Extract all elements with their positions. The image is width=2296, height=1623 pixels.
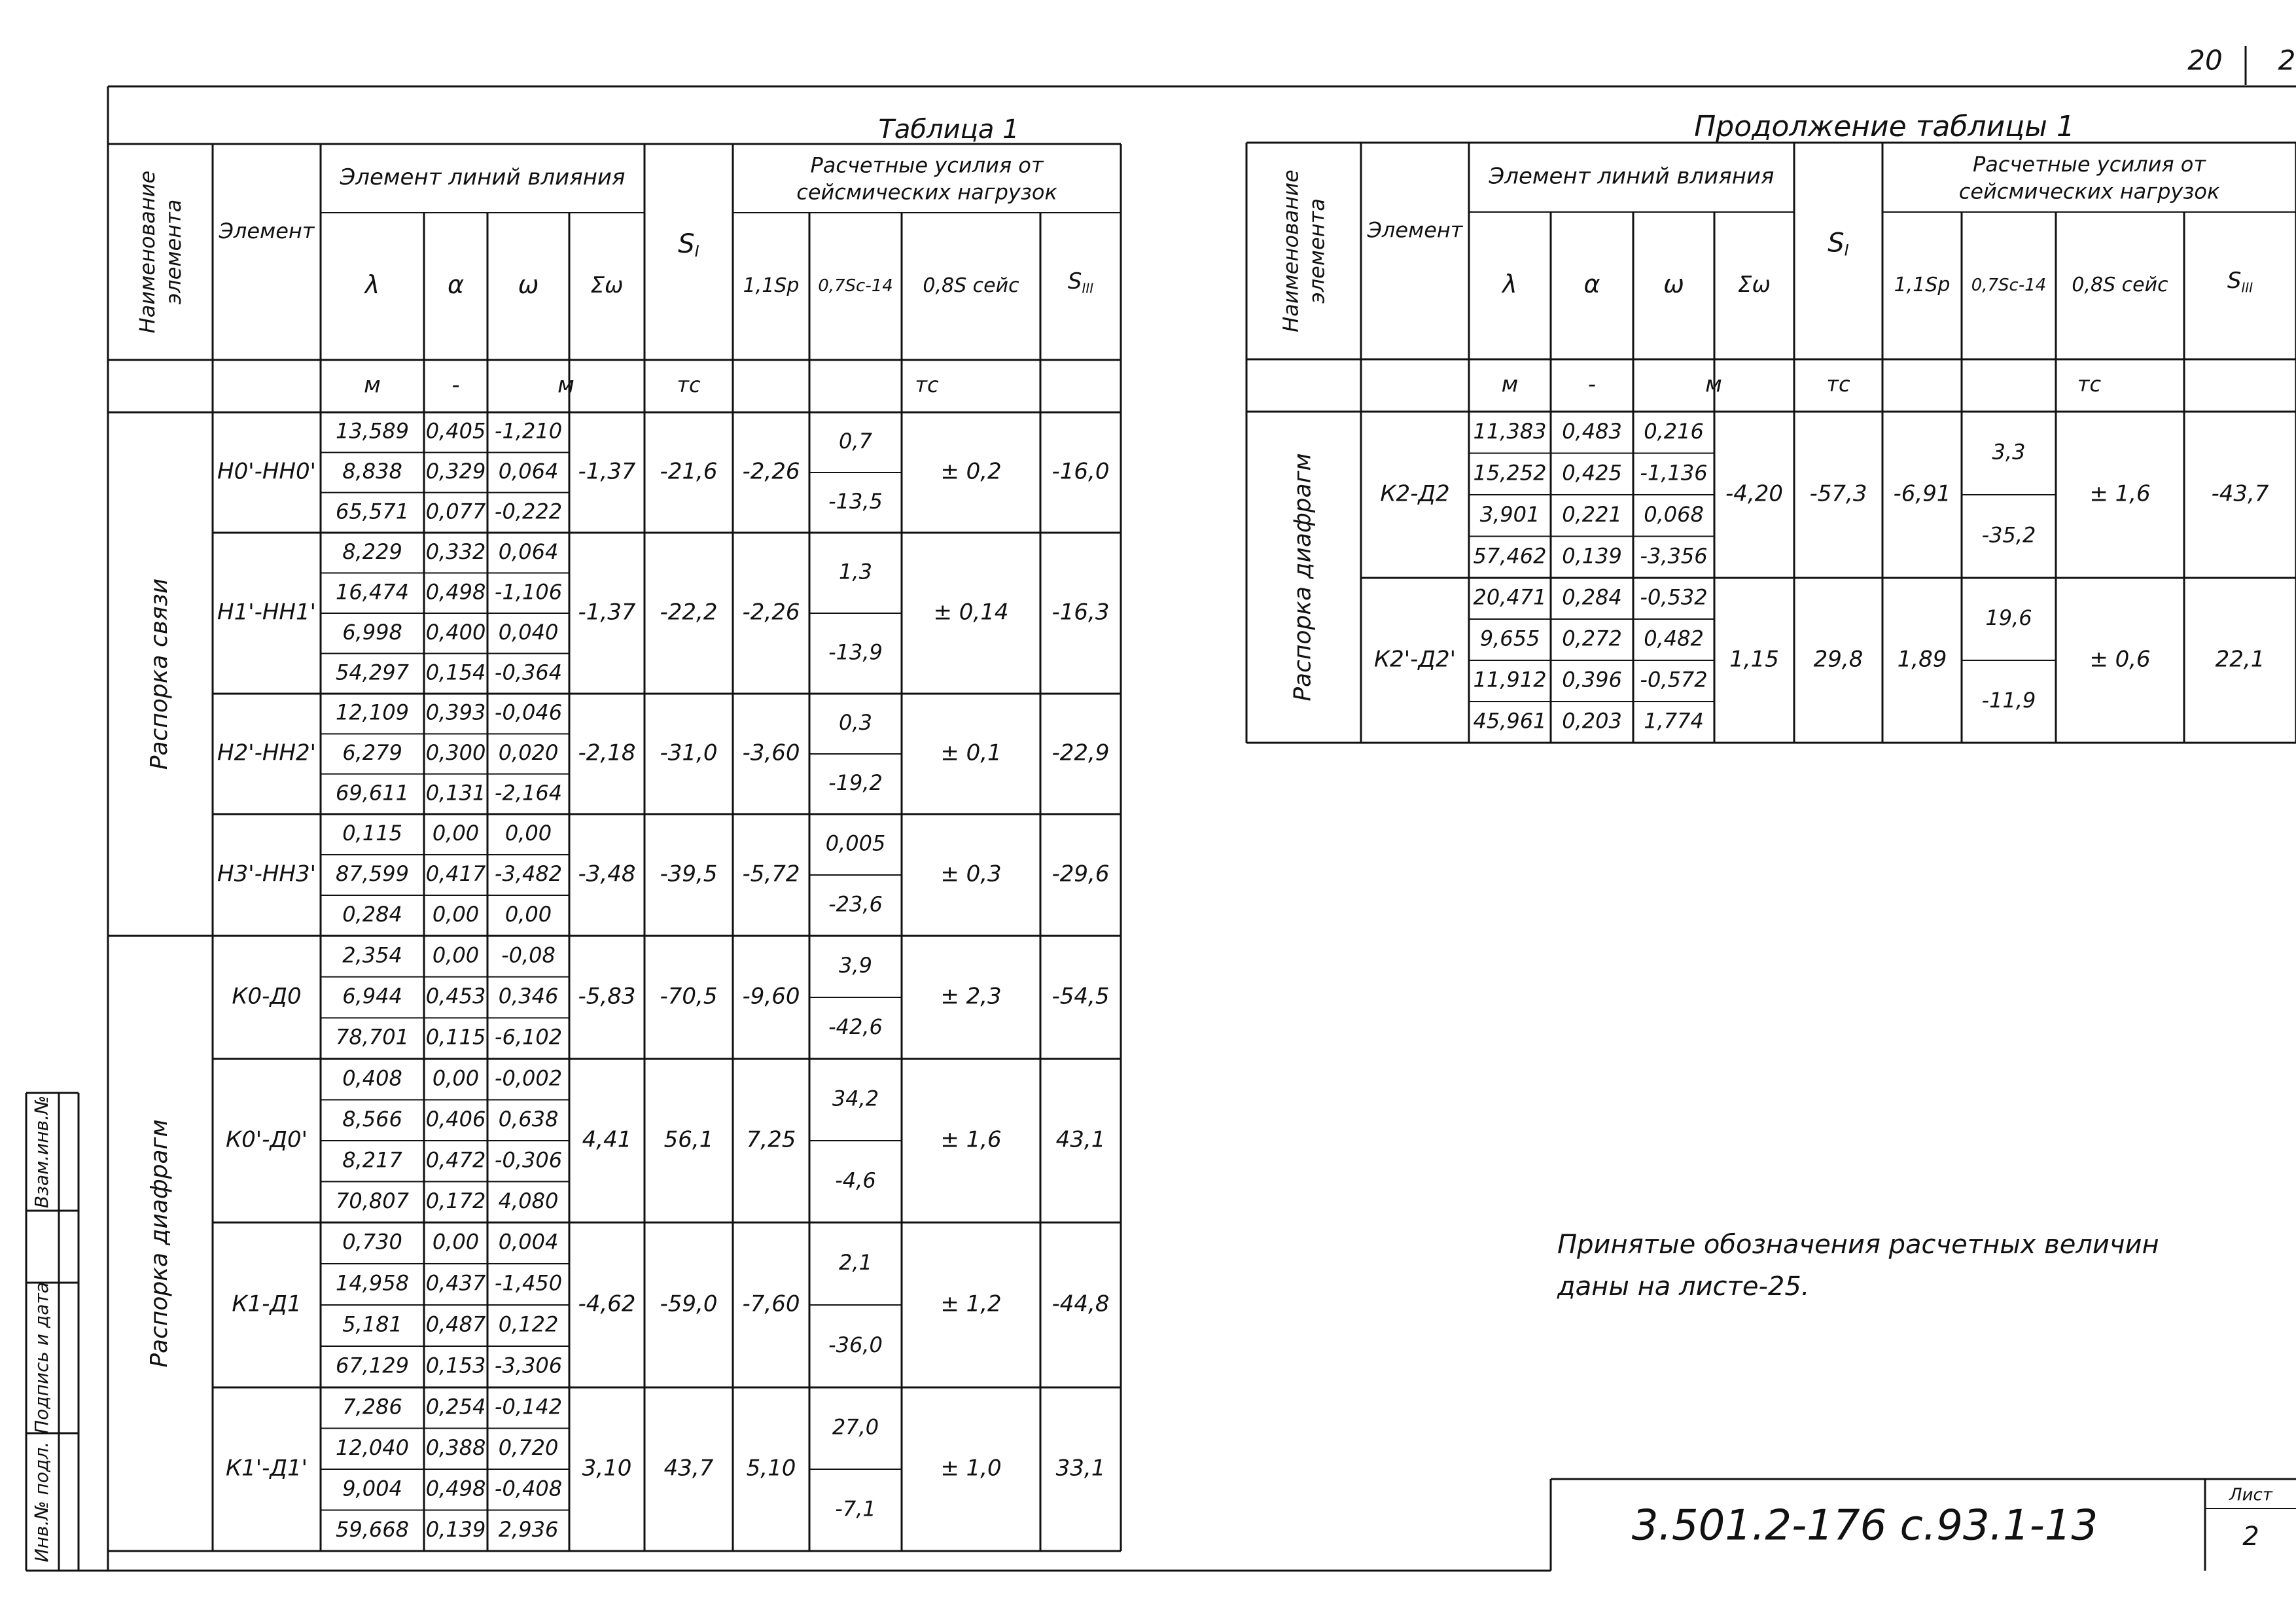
alpha-value: 0,425 [1562,460,1622,486]
note-line-1: Принятые обозначения расчетных величин [1557,1230,2159,1260]
s1-header: $S_I$ [1828,228,1849,260]
seismic-header: сейсмических нагрузок [1958,179,2220,204]
s1-value: 29,8 [1813,646,1863,673]
sc-bottom-value: -36,0 [828,1332,883,1357]
sc-header: 0,7Sc-14 [818,276,893,296]
sp-value: -2,26 [742,458,800,485]
alpha-value: 0,437 [425,1270,486,1296]
omega-value: -3,356 [1640,543,1708,569]
omega-header: ω [1663,270,1684,298]
s3-value: -16,0 [1051,458,1110,485]
lambda-value: 8,566 [342,1106,402,1132]
lambda-value: 16,474 [336,579,409,605]
alpha-value: 0,131 [425,780,486,806]
sc-top-value: 3,3 [1992,439,2026,465]
lambda-value: 6,998 [342,619,402,645]
element-label: Н2'-НН2' [217,740,316,766]
s1-value: -70,5 [660,983,718,1010]
lambda-value: 0,730 [342,1229,402,1255]
influence-header: Элемент линий влияния [340,164,626,190]
alpha-value: 0,393 [425,700,486,725]
sc-top-value: 3,9 [839,953,872,978]
unit-tc: тс [2077,372,2102,397]
s3-value: -43,7 [2211,480,2269,507]
sc-bottom-value: -4,6 [835,1168,876,1193]
s1-value: -22,2 [660,599,718,626]
stamp-field: Инв.№ подл. [31,1441,52,1563]
sum-omega-header: Σω [590,272,624,298]
alpha-value: 0,332 [425,539,486,564]
seis-value: ± 1,0 [940,1455,1002,1482]
alpha-value: 0,498 [425,579,486,605]
alpha-value: 0,329 [425,459,486,484]
lambda-value: 5,181 [342,1311,402,1337]
s3-value: 22,1 [2215,646,2265,673]
lambda-value: 12,109 [336,700,409,725]
sp-value: 1,89 [1897,646,1947,673]
sc-top-value: 27,0 [832,1414,879,1440]
omega-value: 0,068 [1644,501,1704,527]
alpha-value: 0,417 [425,861,486,886]
omega-value: 0,216 [1644,418,1704,444]
lambda-value: 69,611 [336,780,409,806]
lambda-value: 13,589 [336,418,409,444]
omega-value: 0,064 [498,459,559,484]
lambda-value: 9,655 [1479,626,1540,651]
seis-value: ± 0,1 [940,740,1002,766]
sc-top-value: 0,3 [839,710,872,735]
omega-value: 0,040 [498,619,559,645]
unit-m: м [1501,371,1519,398]
element-label: Н1'-НН1' [217,599,316,626]
sum-omega-value: -4,20 [1725,480,1783,507]
alpha-value: 0,400 [425,619,486,645]
seis-value: ± 1,6 [2089,480,2151,507]
sum-omega-value: -1,37 [578,458,636,485]
omega-value: 1,774 [1644,708,1704,734]
alpha-value: 0,284 [1562,584,1622,610]
sc-bottom-value: -19,2 [828,770,883,795]
stamp-field: Взам.инв.№ [31,1095,52,1209]
lambda-value: 8,229 [342,539,402,564]
group-label: Распорка диафрагм [146,1119,173,1368]
seis-value: ± 2,3 [940,983,1002,1010]
seis-value: ± 0,3 [940,861,1002,887]
sum-omega-value: -5,83 [578,983,636,1010]
unit-dash: - [1587,371,1597,398]
sp-value: -3,60 [742,740,800,766]
omega-value: -3,306 [494,1353,563,1378]
lambda-value: 3,901 [1479,501,1540,527]
column-name-header: Наименование [135,170,160,334]
lambda-value: 11,912 [1473,667,1547,692]
lambda-value: 14,958 [336,1270,409,1296]
column-name-header: элемента [1304,198,1330,304]
sp-value: 5,10 [746,1455,796,1482]
omega-value: 0,00 [504,902,552,927]
sc-bottom-value: -35,2 [1981,522,2036,548]
lambda-value: 20,471 [1473,584,1547,610]
s1-header: $S_I$ [678,229,699,260]
column-element-header: Элемент [219,219,315,243]
lambda-value: 8,838 [342,459,402,484]
lambda-value: 67,129 [336,1353,409,1378]
omega-value: -3,482 [494,861,563,886]
s3-value: 33,1 [1055,1455,1106,1482]
alpha-header: α [447,270,465,299]
omega-value: -0,572 [1640,667,1708,692]
seismic-header: Расчетные усилия от [810,152,1044,178]
sp-value: -2,26 [742,599,800,626]
seis-value: ± 1,6 [940,1126,1002,1153]
omega-value: -0,222 [494,499,563,524]
alpha-value: 0,139 [425,1516,486,1542]
sp-value: -9,60 [742,983,800,1010]
table1-caption: Таблица 1 [878,115,1019,145]
unit-m: м [364,372,381,399]
seismic-header: сейсмических нагрузок [796,179,1057,205]
lambda-value: 15,252 [1473,460,1547,486]
sum-omega-header: Σω [1738,272,1771,298]
omega-value: -1,136 [1640,460,1708,486]
s3-header: $S_{III}$ [1067,268,1094,296]
alpha-value: 0,483 [1562,418,1622,444]
lambda-value: 65,571 [336,499,409,524]
unit-dash: - [451,372,460,399]
lambda-value: 0,408 [342,1065,402,1091]
element-label: Н0'-НН0' [217,458,316,485]
omega-value: 0,00 [504,821,552,846]
omega-value: -1,210 [494,418,563,444]
alpha-value: 0,203 [1562,708,1622,734]
omega-value: 0,638 [498,1106,559,1132]
s3-value: -22,9 [1051,740,1110,766]
sp-value: -7,60 [742,1291,800,1317]
column-name-header: Наименование [1278,169,1303,332]
seis-header: 0,8S сейс [2072,274,2168,296]
sheet-label: Лист [2229,1485,2272,1505]
unit-tc: тс [915,372,939,397]
group-label: Распорка связи [146,578,173,770]
unit-tc: тс [677,372,701,397]
s3-value: -44,8 [1051,1291,1110,1317]
omega-value: -0,046 [494,700,563,725]
sc-top-value: 2,1 [839,1250,872,1275]
s1-value: -31,0 [660,740,718,766]
sc-top-value: 1,3 [839,559,872,584]
omega-value: -0,532 [1640,584,1708,610]
alpha-value: 0,272 [1562,626,1622,651]
sp-value: -6,91 [1893,480,1951,507]
page-number-right: 2 [2278,44,2296,77]
unit-tc: тс [1826,372,1850,397]
s3-value: -54,5 [1051,983,1110,1010]
omega-value: 0,482 [1644,626,1704,651]
sum-omega-value: -4,62 [578,1291,636,1317]
omega-value: -1,106 [494,579,563,605]
alpha-value: 0,396 [1562,667,1622,692]
omega-value: 0,720 [498,1435,559,1460]
lambda-value: 11,383 [1473,418,1547,444]
sc-bottom-value: -13,9 [828,639,883,665]
sum-omega-value: -2,18 [578,740,636,766]
column-name-header: элемента [161,199,186,305]
sp-header: 1,1Sp [1894,274,1951,296]
omega-value: -1,450 [494,1270,563,1296]
stamp-field: Подпись и дата [31,1282,52,1434]
sp-value: 7,25 [746,1126,796,1153]
lambda-value: 6,944 [342,984,402,1008]
lambda-header: λ [364,270,380,299]
lambda-value: 6,279 [342,740,402,765]
lambda-value: 45,961 [1473,708,1547,734]
sc-top-value: 19,6 [1985,605,2032,630]
sum-omega-value: 1,15 [1729,646,1779,673]
omega-value: 0,004 [498,1229,559,1255]
s1-value: -39,5 [660,861,718,887]
element-label: К2'-Д2' [1374,646,1456,673]
seis-header: 0,8S сейс [923,274,1019,297]
alpha-value: 0,405 [425,418,486,444]
sum-omega-value: 4,41 [582,1126,632,1153]
sc-bottom-value: -7,1 [835,1496,876,1522]
sum-omega-value: 3,10 [582,1455,632,1482]
sc-bottom-value: -23,6 [828,891,883,917]
element-label: К1-Д1 [232,1291,302,1317]
unit-m: м [557,372,574,399]
s3-value: -16,3 [1051,599,1110,626]
omega-value: -0,364 [494,660,563,685]
lambda-value: 87,599 [336,861,409,886]
element-label: К1'-Д1' [226,1455,308,1482]
omega-value: -0,002 [494,1065,563,1091]
s3-value: -29,6 [1051,861,1110,887]
omega-value: 2,936 [498,1516,559,1542]
alpha-value: 0,453 [425,984,486,1008]
sc-bottom-value: -42,6 [828,1014,883,1039]
alpha-value: 0,00 [432,942,480,968]
table2-caption: Продолжение таблицы 1 [1694,110,2075,143]
lambda-value: 78,701 [336,1024,409,1050]
sum-omega-value: -1,37 [578,599,636,626]
omega-value: 0,346 [498,984,559,1008]
lambda-value: 12,040 [336,1435,409,1460]
sc-bottom-value: -11,9 [1981,688,2036,713]
column-element-header: Элемент [1367,217,1463,243]
element-label: Н3'-НН3' [217,861,316,887]
alpha-value: 0,00 [432,1229,480,1255]
alpha-value: 0,498 [425,1476,486,1501]
document-code: 3.501.2-176 с.93.1-13 [1631,1501,2098,1550]
s1-value: -57,3 [1809,480,1867,507]
element-label: К2-Д2 [1380,480,1450,507]
alpha-value: 0,154 [425,660,486,685]
sc-header: 0,7Sc-14 [1971,276,2047,295]
seis-value: ± 1,2 [940,1291,1002,1317]
alpha-value: 0,077 [425,499,486,524]
seis-value: ± 0,2 [940,458,1002,485]
group-label: Распорка диафрагм [1289,453,1316,702]
s1-value: 56,1 [663,1126,714,1153]
lambda-value: 2,354 [342,942,402,968]
alpha-value: 0,172 [425,1188,486,1213]
alpha-value: 0,221 [1562,501,1622,527]
alpha-value: 0,115 [425,1024,486,1050]
alpha-value: 0,487 [425,1311,486,1337]
seis-value: ± 0,14 [933,599,1009,626]
s1-value: -59,0 [660,1291,718,1317]
lambda-value: 57,462 [1473,543,1547,569]
designation-note [1557,1224,2159,1308]
sc-bottom-value: -13,5 [828,489,883,514]
sc-top-value: 34,2 [832,1086,879,1111]
sp-header: 1,1Sp [743,274,800,297]
lambda-value: 0,284 [342,902,402,927]
lambda-value: 9,004 [342,1476,402,1501]
lambda-value: 7,286 [342,1394,402,1419]
omega-value: -0,08 [501,942,556,968]
sc-top-value: 0,7 [839,429,872,454]
lambda-value: 8,217 [342,1147,402,1173]
alpha-value: 0,139 [1562,543,1622,569]
omega-value: -0,306 [494,1147,563,1173]
omega-header: ω [518,270,539,299]
lambda-value: 0,115 [342,821,402,846]
note-line-2: даны на листе-25. [1557,1272,1810,1302]
sheet-number: 2 [2242,1522,2259,1552]
element-label: К0'-Д0' [226,1126,308,1153]
alpha-header: α [1583,270,1600,298]
omega-value: -0,142 [494,1394,563,1419]
s3-value: 43,1 [1055,1126,1106,1153]
alpha-value: 0,254 [425,1394,486,1419]
alpha-value: 0,153 [425,1353,486,1378]
sum-omega-value: -3,48 [578,861,636,887]
alpha-value: 0,406 [425,1106,486,1132]
alpha-value: 0,00 [432,1065,480,1091]
seis-value: ± 0,6 [2089,646,2151,673]
s1-value: -21,6 [660,458,718,485]
omega-value: 0,064 [498,539,559,564]
omega-value: -0,408 [494,1476,563,1501]
seismic-header: Расчетные усилия от [1973,151,2206,177]
lambda-value: 70,807 [336,1188,409,1213]
alpha-value: 0,00 [432,902,480,927]
lambda-value: 54,297 [336,660,409,685]
sp-value: -5,72 [742,861,800,887]
lambda-header: λ [1502,270,1517,298]
alpha-value: 0,300 [425,740,486,765]
omega-value: 0,020 [498,740,559,765]
s3-header: $S_{III}$ [2227,268,2253,295]
alpha-value: 0,472 [425,1147,486,1173]
omega-value: -6,102 [494,1024,563,1050]
element-label: К0-Д0 [232,983,302,1010]
unit-m: м [1705,371,1722,398]
page-number: 20 [2187,44,2223,77]
sc-top-value: 0,005 [825,830,886,856]
s1-value: 43,7 [663,1455,714,1482]
alpha-value: 0,00 [432,821,480,846]
lambda-value: 59,668 [336,1516,409,1542]
omega-value: 0,122 [498,1311,559,1337]
influence-header: Элемент линий влияния [1489,163,1775,190]
alpha-value: 0,388 [425,1435,486,1460]
omega-value: 4,080 [498,1188,559,1213]
omega-value: -2,164 [494,780,563,806]
